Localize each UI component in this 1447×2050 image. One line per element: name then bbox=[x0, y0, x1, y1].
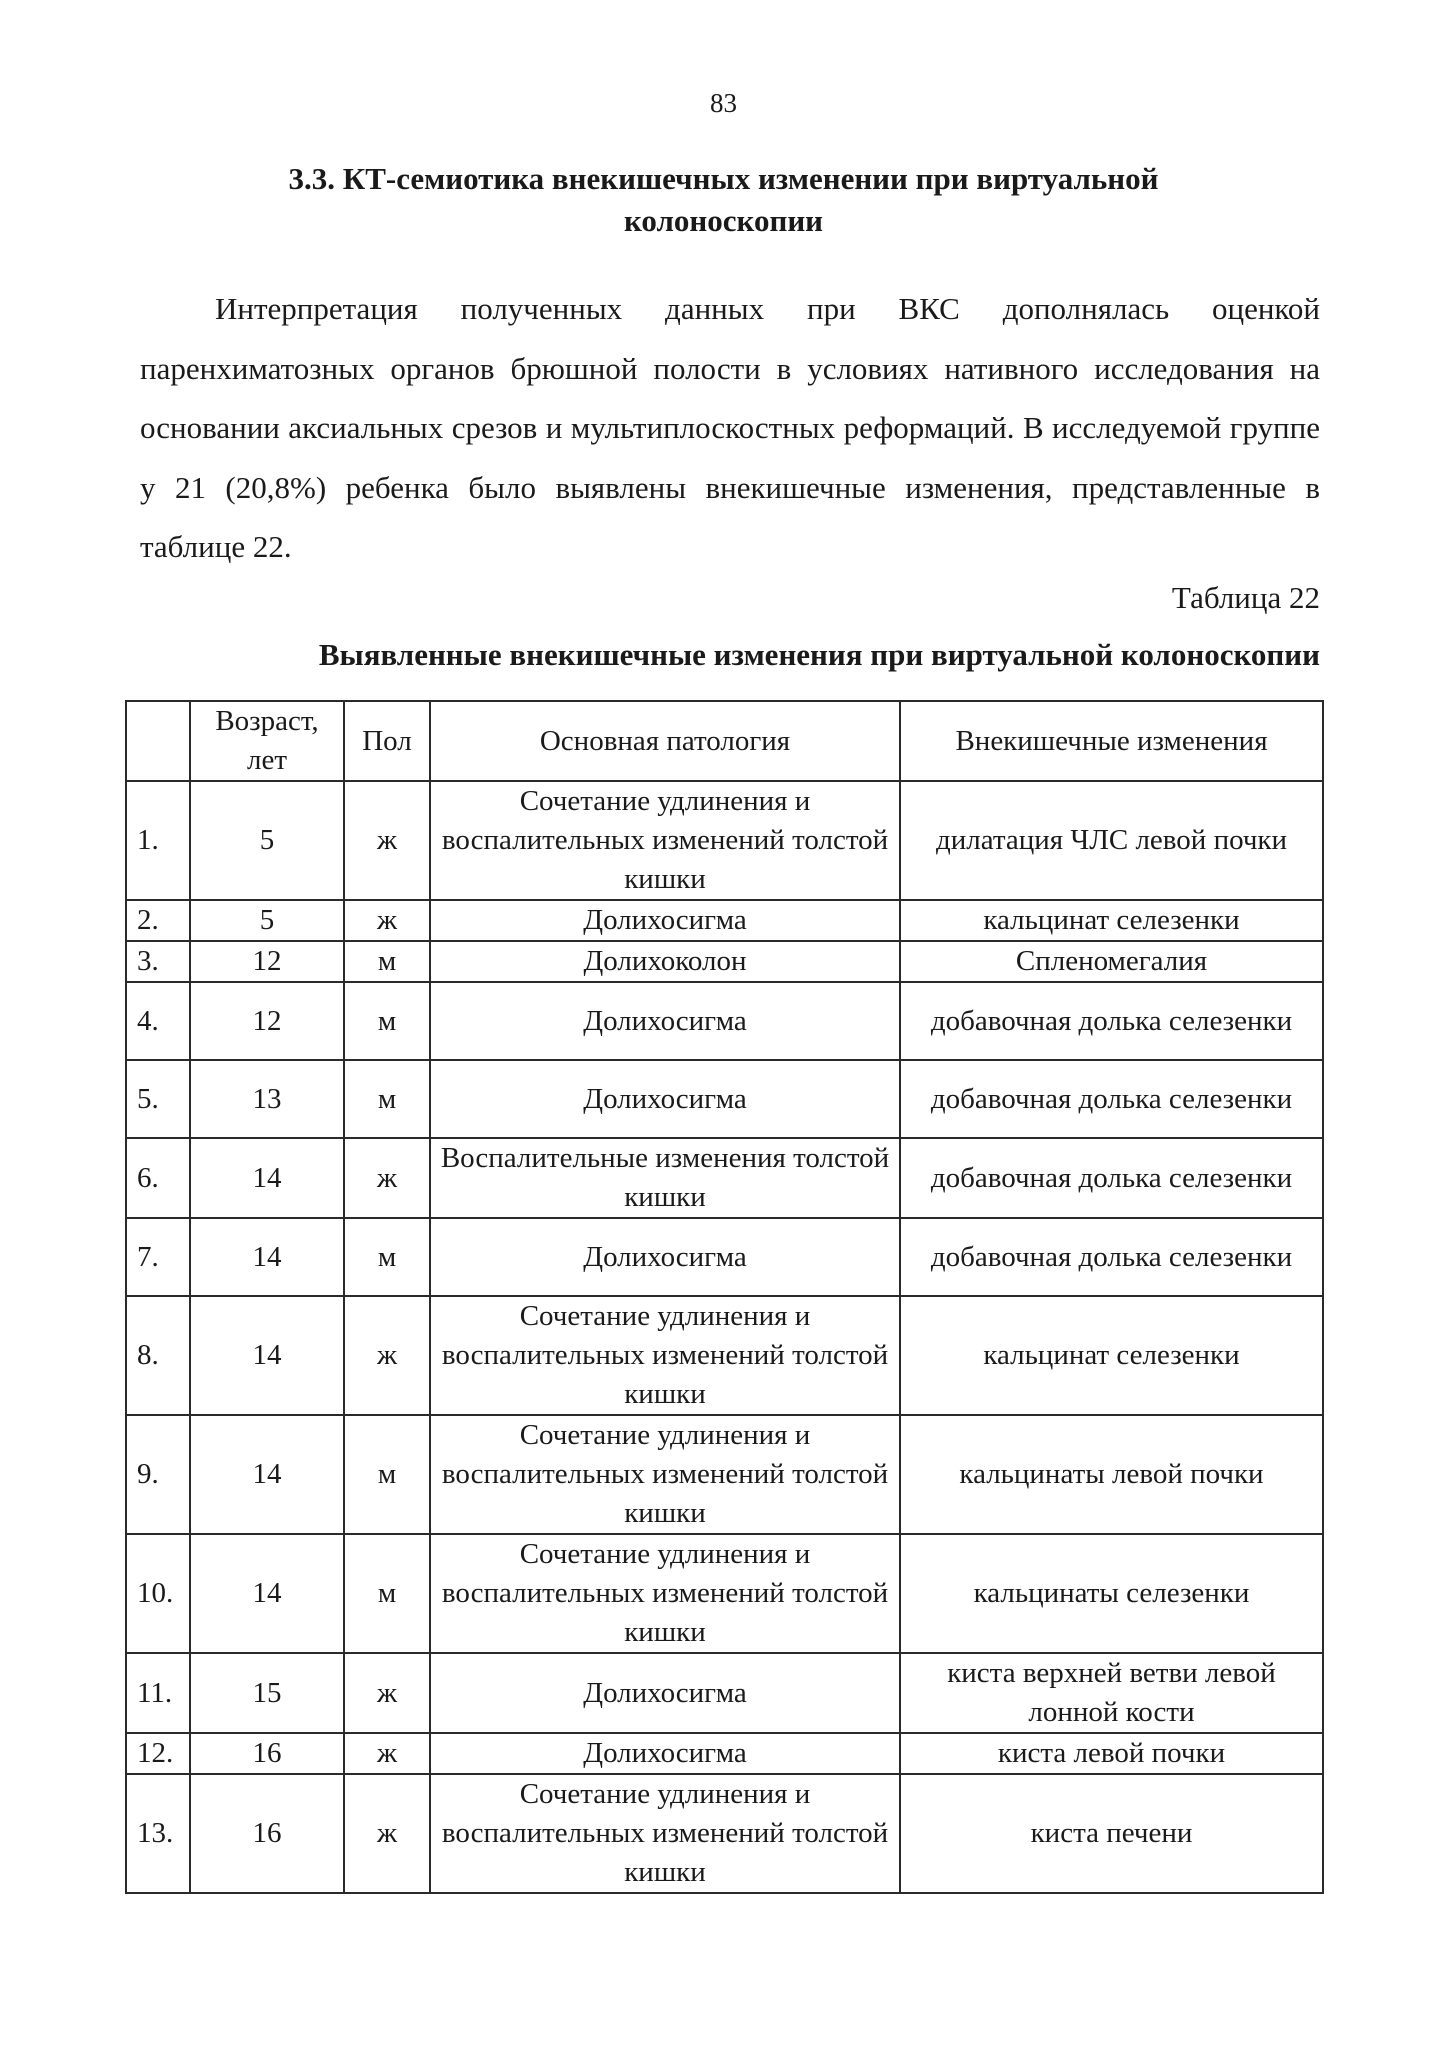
cell-pathology: Долихосигма bbox=[430, 900, 900, 941]
table-row bbox=[126, 1060, 1323, 1138]
cell-sex: ж bbox=[344, 1138, 430, 1218]
cell-age: 14 bbox=[190, 1138, 344, 1218]
cell-number: 1. bbox=[126, 781, 190, 900]
cell-sex: ж bbox=[344, 900, 430, 941]
table-row bbox=[126, 781, 1323, 900]
cell-changes: кальцинат селезенки bbox=[900, 900, 1323, 941]
cell-age: 12 bbox=[190, 941, 344, 982]
table-row bbox=[126, 1534, 1323, 1653]
cell-pathology: Сочетание удлинения и воспалительных изменений толстой кишки bbox=[430, 781, 900, 900]
header-sex: Пол bbox=[344, 701, 430, 781]
cell-sex: м bbox=[344, 982, 430, 1060]
cell-sex: ж bbox=[344, 1296, 430, 1415]
cell-changes: добавочная долька селезенки bbox=[900, 982, 1323, 1060]
table-label: Таблица 22 bbox=[1171, 580, 1320, 615]
cell-pathology: Долихосигма bbox=[430, 1060, 900, 1138]
cell-number: 3. bbox=[126, 941, 190, 982]
table-row bbox=[126, 1296, 1323, 1415]
cell-age: 12 bbox=[190, 982, 344, 1060]
cell-number: 4. bbox=[126, 982, 190, 1060]
cell-number: 11. bbox=[126, 1653, 190, 1733]
cell-number: 9. bbox=[126, 1415, 190, 1534]
header-pathology: Основная патология bbox=[430, 701, 900, 781]
cell-sex: ж bbox=[344, 1774, 430, 1893]
cell-age: 13 bbox=[190, 1060, 344, 1138]
table-row bbox=[126, 982, 1323, 1060]
cell-pathology: Долихосигма bbox=[430, 1653, 900, 1733]
cell-changes: дилатация ЧЛС левой почки bbox=[900, 781, 1323, 900]
table-row bbox=[126, 1774, 1323, 1893]
cell-sex: м bbox=[344, 1534, 430, 1653]
cell-number: 6. bbox=[126, 1138, 190, 1218]
cell-number: 10. bbox=[126, 1534, 190, 1653]
cell-age: 14 bbox=[190, 1218, 344, 1296]
cell-changes: добавочная долька селезенки bbox=[900, 1138, 1323, 1218]
cell-changes: добавочная долька селезенки bbox=[900, 1060, 1323, 1138]
cell-age: 5 bbox=[190, 900, 344, 941]
header-number bbox=[126, 701, 190, 781]
cell-sex: ж bbox=[344, 1653, 430, 1733]
cell-sex: ж bbox=[344, 1733, 430, 1774]
cell-age: 14 bbox=[190, 1534, 344, 1653]
cell-number: 5. bbox=[126, 1060, 190, 1138]
table-header-row bbox=[126, 701, 1323, 781]
cell-changes: кальцинаты левой почки bbox=[900, 1415, 1323, 1534]
cell-number: 8. bbox=[126, 1296, 190, 1415]
cell-age: 14 bbox=[190, 1415, 344, 1534]
cell-number: 7. bbox=[126, 1218, 190, 1296]
header-age: Возраст, лет bbox=[190, 701, 344, 781]
cell-number: 12. bbox=[126, 1733, 190, 1774]
cell-sex: м bbox=[344, 941, 430, 982]
cell-number: 13. bbox=[126, 1774, 190, 1893]
cell-sex: м bbox=[344, 1218, 430, 1296]
cell-pathology: Сочетание удлинения и воспалительных изменений толстой кишки bbox=[430, 1774, 900, 1893]
table-row bbox=[126, 1218, 1323, 1296]
table-row bbox=[126, 900, 1323, 941]
section-title bbox=[0, 158, 1447, 242]
findings-table bbox=[125, 700, 1324, 1894]
cell-pathology: Воспалительные изменения толстой кишки bbox=[430, 1138, 900, 1218]
cell-changes: киста верхней ветви левой лонной кости bbox=[900, 1653, 1323, 1733]
cell-changes: Спленомегалия bbox=[900, 941, 1323, 982]
body-paragraph: Интерпретация полученных данных при ВКС дополнялась оценкой паренхиматозных органов брюшной полости в условиях нативного исследования на основании аксиальных срезов и мультиплоскостных реформаций. В исследуемой группе у 21 (20,8%) ребенка было выявлены внекишечные изменения, представленные в таблице 22. bbox=[140, 291, 1320, 564]
cell-sex: м bbox=[344, 1415, 430, 1534]
cell-pathology: Сочетание удлинения и воспалительных изменений толстой кишки bbox=[430, 1296, 900, 1415]
cell-changes: киста печени bbox=[900, 1774, 1323, 1893]
table-caption: Выявленные внекишечные изменения при виртуальной колоноскопии bbox=[318, 637, 1320, 672]
cell-changes: кальцинаты селезенки bbox=[900, 1534, 1323, 1653]
cell-age: 14 bbox=[190, 1296, 344, 1415]
section-title-line-1: 3.3. КТ-семиотика внекишечных изменении при виртуальной bbox=[288, 161, 1159, 196]
cell-pathology: Долихосигма bbox=[430, 1218, 900, 1296]
cell-changes: киста левой почки bbox=[900, 1733, 1323, 1774]
section-title-line-2: колоноскопии bbox=[623, 203, 824, 238]
cell-changes: добавочная долька селезенки bbox=[900, 1218, 1323, 1296]
cell-age: 16 bbox=[190, 1774, 344, 1893]
header-changes: Внекишечные изменения bbox=[900, 701, 1323, 781]
cell-changes: кальцинат селезенки bbox=[900, 1296, 1323, 1415]
table-row bbox=[126, 941, 1323, 982]
cell-pathology: Сочетание удлинения и воспалительных изменений толстой кишки bbox=[430, 1534, 900, 1653]
table-row bbox=[126, 1415, 1323, 1534]
cell-pathology: Долихоколон bbox=[430, 941, 900, 982]
page-number: 83 bbox=[710, 88, 737, 118]
cell-sex: ж bbox=[344, 781, 430, 900]
cell-sex: м bbox=[344, 1060, 430, 1138]
table-row bbox=[126, 1138, 1323, 1218]
cell-number: 2. bbox=[126, 900, 190, 941]
cell-age: 16 bbox=[190, 1733, 344, 1774]
cell-pathology: Сочетание удлинения и воспалительных изменений толстой кишки bbox=[430, 1415, 900, 1534]
cell-age: 5 bbox=[190, 781, 344, 900]
table-row bbox=[126, 1733, 1323, 1774]
cell-pathology: Долихосигма bbox=[430, 982, 900, 1060]
table-row bbox=[126, 1653, 1323, 1733]
cell-age: 15 bbox=[190, 1653, 344, 1733]
cell-pathology: Долихосигма bbox=[430, 1733, 900, 1774]
